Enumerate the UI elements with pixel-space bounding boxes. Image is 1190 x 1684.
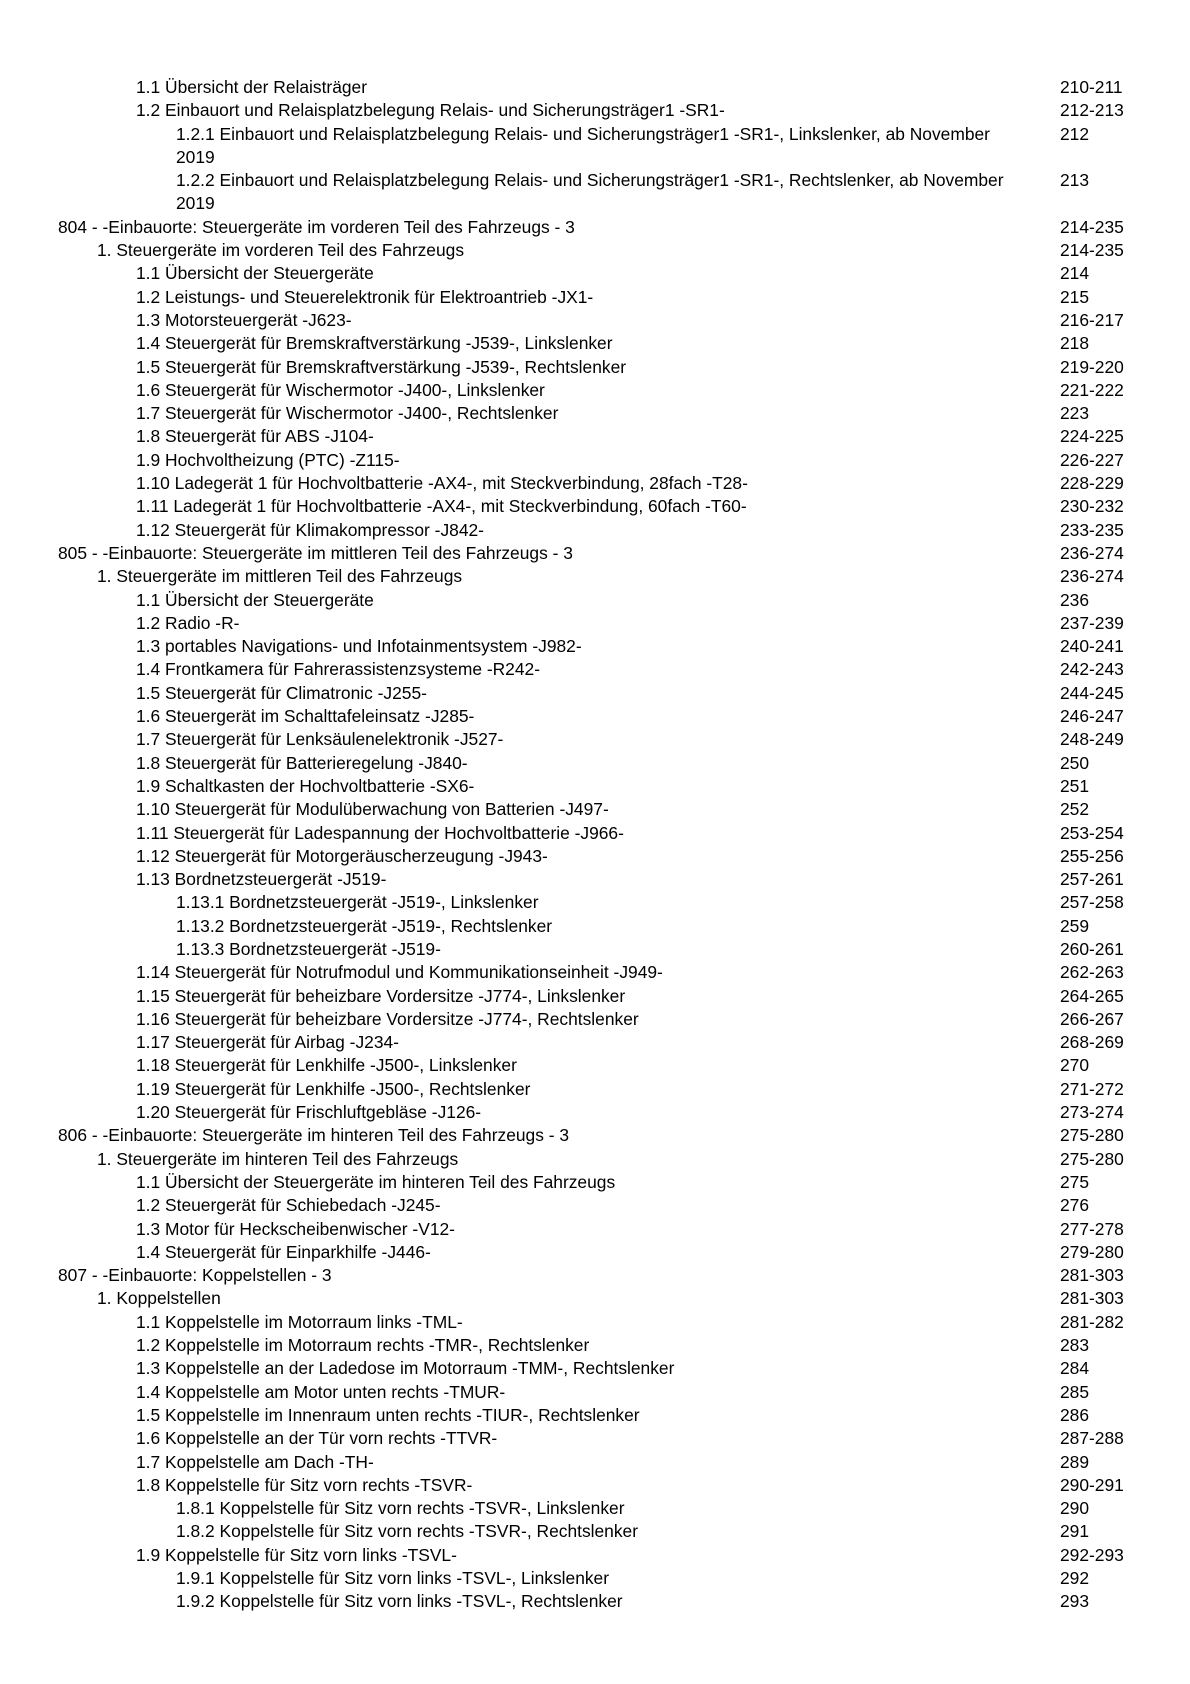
toc-entry-title: 1.5 Koppelstelle im Innenraum unten rechts -TIUR-, Rechtslenker bbox=[136, 1404, 640, 1425]
toc-entry-pages: 286 bbox=[1060, 1404, 1090, 1425]
toc-entry[interactable] bbox=[0, 472, 1190, 495]
toc-entry-pages: 287-288 bbox=[1060, 1428, 1124, 1449]
toc-entry-pages: 292-293 bbox=[1060, 1544, 1124, 1565]
toc-entry-pages: 246-247 bbox=[1060, 706, 1124, 727]
toc-entry[interactable] bbox=[0, 1264, 1190, 1287]
toc-entry-title: 807 - -Einbauorte: Koppelstellen - 3 bbox=[58, 1265, 332, 1286]
toc-entry-title: 1.10 Ladegerät 1 für Hochvoltbatterie -AX4-, mit Steckverbindung, 28fach -T28- bbox=[136, 473, 748, 494]
toc-entry-pages: 224-225 bbox=[1060, 426, 1124, 447]
toc-entry-pages: 290-291 bbox=[1060, 1474, 1124, 1495]
toc-entry[interactable] bbox=[0, 822, 1190, 845]
toc-entry[interactable] bbox=[0, 1124, 1190, 1147]
toc-entry-pages: 223 bbox=[1060, 403, 1090, 424]
toc-entry-pages: 284 bbox=[1060, 1358, 1090, 1379]
toc-entry-pages: 271-272 bbox=[1060, 1078, 1124, 1099]
toc-entry-pages: 251 bbox=[1060, 775, 1090, 796]
toc-entry[interactable] bbox=[0, 1567, 1190, 1590]
toc-entry[interactable] bbox=[0, 1590, 1190, 1613]
toc-entry[interactable] bbox=[0, 891, 1190, 914]
toc-entry-title: 1.2 Radio -R- bbox=[136, 612, 240, 633]
toc-entry-pages: 279-280 bbox=[1060, 1241, 1124, 1262]
toc-entry-title: 1.8 Steuergerät für Batterieregelung -J840- bbox=[136, 752, 468, 773]
toc-entry-pages: 293 bbox=[1060, 1591, 1090, 1612]
toc-entry-title: 1.2 Leistungs- und Steuerelektronik für Elektroantrieb -JX1- bbox=[136, 286, 594, 307]
toc-entry-title: 1.9 Schaltkasten der Hochvoltbatterie -SX6- bbox=[136, 775, 475, 796]
toc-entry-title: 1.13 Bordnetzsteuergerät -J519- bbox=[136, 869, 387, 890]
toc-entry-pages: 257-258 bbox=[1060, 892, 1124, 913]
toc-entry-pages: 289 bbox=[1060, 1451, 1090, 1472]
toc-entry-pages: 214 bbox=[1060, 263, 1090, 284]
toc-entry-pages: 212 bbox=[1060, 123, 1090, 144]
toc-entry-pages: 281-282 bbox=[1060, 1311, 1124, 1332]
toc-entry-pages: 275 bbox=[1060, 1171, 1090, 1192]
toc-entry[interactable] bbox=[0, 985, 1190, 1008]
toc-entry[interactable] bbox=[0, 1287, 1190, 1310]
toc-entry[interactable] bbox=[0, 356, 1190, 379]
toc-entry-pages: 275-280 bbox=[1060, 1125, 1124, 1146]
toc-entry[interactable] bbox=[0, 752, 1190, 775]
toc-entry[interactable] bbox=[0, 99, 1190, 122]
toc-entry[interactable] bbox=[0, 565, 1190, 588]
toc-entry[interactable] bbox=[0, 1148, 1190, 1171]
toc-entry-title: 1.3 Motor für Heckscheibenwischer -V12- bbox=[136, 1218, 455, 1239]
toc-entry-title: 1. Steuergeräte im hinteren Teil des Fahrzeugs bbox=[97, 1148, 459, 1169]
toc-entry-pages: 228-229 bbox=[1060, 473, 1124, 494]
toc-entry-title: 1.1 Koppelstelle im Motorraum links -TML- bbox=[136, 1311, 463, 1332]
toc-entry[interactable] bbox=[0, 449, 1190, 472]
toc-entry-pages: 226-227 bbox=[1060, 449, 1124, 470]
toc-entry-pages: 214-235 bbox=[1060, 216, 1124, 237]
toc-entry-pages: 268-269 bbox=[1060, 1032, 1124, 1053]
toc-entry-pages: 270 bbox=[1060, 1055, 1090, 1076]
toc-entry-title: 1.8 Steuergerät für ABS -J104- bbox=[136, 426, 374, 447]
toc-entry-pages: 236-274 bbox=[1060, 566, 1124, 587]
toc-entry-pages: 250 bbox=[1060, 752, 1090, 773]
toc-entry-title: 1.4 Koppelstelle am Motor unten rechts -TMUR- bbox=[136, 1381, 506, 1402]
toc-entry-title: 1.4 Steuergerät für Einparkhilfe -J446- bbox=[136, 1241, 431, 1262]
toc-entry[interactable] bbox=[0, 658, 1190, 681]
toc-entry-pages: 255-256 bbox=[1060, 845, 1124, 866]
toc-entry-title: 1.2.1 Einbauort und Relaisplatzbelegung Relais- und Sicherungsträger1 -SR1-, Linkslenker, ab November 2019 bbox=[176, 123, 990, 167]
toc-entry-title: 1.6 Steuergerät für Wischermotor -J400-, Linkslenker bbox=[136, 379, 545, 400]
toc-entry-title: 1.7 Steuergerät für Lenksäulenelektronik -J527- bbox=[136, 729, 504, 750]
toc-entry[interactable] bbox=[0, 635, 1190, 658]
toc-entry[interactable] bbox=[0, 845, 1190, 868]
toc-entry-pages: 237-239 bbox=[1060, 612, 1124, 633]
toc-entry-pages: 216-217 bbox=[1060, 309, 1124, 330]
toc-entry[interactable] bbox=[0, 542, 1190, 565]
toc-entry-pages: 277-278 bbox=[1060, 1218, 1124, 1239]
toc-entry-title: 1.16 Steuergerät für beheizbare Vordersitze -J774-, Rechtslenker bbox=[136, 1008, 639, 1029]
toc-entry-pages: 219-220 bbox=[1060, 356, 1124, 377]
toc-entry[interactable] bbox=[0, 1427, 1190, 1450]
toc-entry-title: 1.9 Hochvoltheizung (PTC) -Z115- bbox=[136, 449, 400, 470]
toc-entry[interactable] bbox=[0, 1451, 1190, 1474]
toc-entry-title: 1.2 Steuergerät für Schiebedach -J245- bbox=[136, 1195, 441, 1216]
toc-entry-pages: 233-235 bbox=[1060, 519, 1124, 540]
toc-entry-title: 1.3 Koppelstelle an der Ladedose im Motorraum -TMM-, Rechtslenker bbox=[136, 1358, 675, 1379]
toc-entry[interactable] bbox=[0, 938, 1190, 961]
toc-entry[interactable] bbox=[0, 682, 1190, 705]
toc-entry[interactable] bbox=[0, 1008, 1190, 1031]
toc-entry[interactable] bbox=[0, 1194, 1190, 1217]
toc-entry-pages: 242-243 bbox=[1060, 659, 1124, 680]
toc-entry-title: 1.7 Koppelstelle am Dach -TH- bbox=[136, 1451, 374, 1472]
toc-entry[interactable] bbox=[0, 705, 1190, 728]
toc-entry-pages: 221-222 bbox=[1060, 379, 1124, 400]
toc-entry[interactable] bbox=[0, 309, 1190, 332]
toc-entry-pages: 262-263 bbox=[1060, 962, 1124, 983]
toc-entry-pages: 240-241 bbox=[1060, 636, 1124, 657]
toc-entry-pages: 252 bbox=[1060, 799, 1090, 820]
toc-entry-title: 1.3 Motorsteuergerät -J623- bbox=[136, 309, 352, 330]
toc-entry-title: 1.1 Übersicht der Steuergeräte bbox=[136, 589, 374, 610]
toc-entry-title: 1.2.2 Einbauort und Relaisplatzbelegung Relais- und Sicherungsträger1 -SR1-, Rechtslenker, ab November 2019 bbox=[176, 170, 1004, 214]
toc-entry[interactable] bbox=[0, 519, 1190, 542]
toc-entry[interactable] bbox=[0, 1054, 1190, 1077]
toc-entry-pages: 212-213 bbox=[1060, 100, 1124, 121]
toc-entry[interactable] bbox=[0, 961, 1190, 984]
toc-entry[interactable] bbox=[0, 915, 1190, 938]
toc-entry-title: 1.9 Koppelstelle für Sitz vorn links -TSVL- bbox=[136, 1544, 457, 1565]
toc-entry-pages: 273-274 bbox=[1060, 1102, 1124, 1123]
toc-entry-pages: 215 bbox=[1060, 286, 1090, 307]
toc-entry-title: 1. Koppelstellen bbox=[97, 1288, 221, 1309]
toc-entry-title: 1.11 Ladegerät 1 für Hochvoltbatterie -AX4-, mit Steckverbindung, 60fach -T60- bbox=[136, 496, 747, 517]
toc-entry-pages: 275-280 bbox=[1060, 1148, 1124, 1169]
toc-entry-pages: 236 bbox=[1060, 589, 1090, 610]
toc-entry[interactable] bbox=[0, 1031, 1190, 1054]
toc-entry-pages: 218 bbox=[1060, 333, 1090, 354]
toc-entry[interactable] bbox=[0, 1334, 1190, 1357]
toc-entry-pages: 285 bbox=[1060, 1381, 1090, 1402]
toc-entry-title: 1.5 Steuergerät für Bremskraftverstärkung -J539-, Rechtslenker bbox=[136, 356, 627, 377]
toc-entry-title: 1.6 Steuergerät im Schalttafeleinsatz -J285- bbox=[136, 706, 475, 727]
toc-entry[interactable] bbox=[0, 1474, 1190, 1497]
toc-entry[interactable] bbox=[0, 1357, 1190, 1380]
toc-entry[interactable] bbox=[0, 379, 1190, 402]
toc-entry-title: 1.12 Steuergerät für Motorgeräuscherzeugung -J943- bbox=[136, 845, 548, 866]
toc-entry[interactable] bbox=[0, 775, 1190, 798]
toc-entry-pages: 236-274 bbox=[1060, 542, 1124, 563]
toc-entry-pages: 257-261 bbox=[1060, 869, 1124, 890]
toc-entry[interactable] bbox=[0, 1381, 1190, 1404]
toc-entry-title: 1.19 Steuergerät für Lenkhilfe -J500-, Rechtslenker bbox=[136, 1078, 531, 1099]
toc-entry[interactable] bbox=[0, 1171, 1190, 1194]
toc-entry[interactable] bbox=[0, 1241, 1190, 1264]
toc-entry[interactable] bbox=[0, 1101, 1190, 1124]
table-of-contents bbox=[0, 76, 1190, 1614]
toc-entry-title: 1.17 Steuergerät für Airbag -J234- bbox=[136, 1032, 399, 1053]
toc-entry[interactable] bbox=[0, 495, 1190, 518]
toc-entry-pages: 248-249 bbox=[1060, 729, 1124, 750]
toc-entry-title: 1.15 Steuergerät für beheizbare Vordersitze -J774-, Linkslenker bbox=[136, 985, 626, 1006]
toc-entry-title: 1.12 Steuergerät für Klimakompressor -J842- bbox=[136, 519, 484, 540]
toc-entry-title: 1.5 Steuergerät für Climatronic -J255- bbox=[136, 682, 427, 703]
toc-entry[interactable] bbox=[0, 76, 1190, 99]
toc-entry-pages: 276 bbox=[1060, 1195, 1090, 1216]
toc-entry[interactable] bbox=[0, 286, 1190, 309]
toc-entry-title: 1.13.3 Bordnetzsteuergerät -J519- bbox=[176, 938, 441, 959]
toc-entry[interactable] bbox=[0, 402, 1190, 425]
toc-entry-title: 1. Steuergeräte im mittleren Teil des Fahrzeugs bbox=[97, 566, 463, 587]
toc-entry-title: 1.2 Einbauort und Relaisplatzbelegung Relais- und Sicherungsträger1 -SR1- bbox=[136, 100, 725, 121]
toc-entry-title: 1. Steuergeräte im vorderen Teil des Fahrzeugs bbox=[97, 240, 465, 261]
toc-entry[interactable] bbox=[0, 425, 1190, 448]
toc-entry-pages: 292 bbox=[1060, 1568, 1090, 1588]
toc-entry-pages: 283 bbox=[1060, 1335, 1090, 1356]
toc-entry-title: 1.1 Übersicht der Relaisträger bbox=[136, 77, 368, 97]
toc-entry[interactable] bbox=[0, 1078, 1190, 1101]
toc-entry[interactable] bbox=[0, 1218, 1190, 1241]
toc-entry[interactable] bbox=[0, 169, 1190, 216]
toc-entry-pages: 281-303 bbox=[1060, 1265, 1124, 1286]
toc-entry-title: 1.11 Steuergerät für Ladespannung der Hochvoltbatterie -J966- bbox=[136, 822, 624, 843]
toc-entry-title: 1.8.1 Koppelstelle für Sitz vorn rechts -TSVR-, Linkslenker bbox=[176, 1498, 625, 1519]
toc-entry[interactable] bbox=[0, 798, 1190, 821]
toc-entry[interactable] bbox=[0, 1311, 1190, 1334]
toc-entry-title: 1.13.1 Bordnetzsteuergerät -J519-, Linkslenker bbox=[176, 892, 539, 913]
toc-entry[interactable] bbox=[0, 332, 1190, 355]
toc-entry[interactable] bbox=[0, 262, 1190, 285]
toc-entry-title: 1.8.2 Koppelstelle für Sitz vorn rechts -TSVR-, Rechtslenker bbox=[176, 1521, 639, 1542]
toc-entry-title: 805 - -Einbauorte: Steuergeräte im mittleren Teil des Fahrzeugs - 3 bbox=[58, 542, 573, 563]
toc-entry-title: 806 - -Einbauorte: Steuergeräte im hinteren Teil des Fahrzeugs - 3 bbox=[58, 1125, 570, 1146]
toc-entry-pages: 253-254 bbox=[1060, 822, 1124, 843]
toc-entry-title: 1.18 Steuergerät für Lenkhilfe -J500-, Linkslenker bbox=[136, 1055, 517, 1076]
toc-entry[interactable] bbox=[0, 1497, 1190, 1520]
toc-entry-title: 1.1 Übersicht der Steuergeräte bbox=[136, 263, 374, 284]
toc-entry[interactable] bbox=[0, 1544, 1190, 1567]
toc-entry-pages: 264-265 bbox=[1060, 985, 1124, 1006]
toc-entry-title: 1.2 Koppelstelle im Motorraum rechts -TMR-, Rechtslenker bbox=[136, 1335, 590, 1356]
toc-entry-pages: 260-261 bbox=[1060, 938, 1124, 959]
toc-entry[interactable] bbox=[0, 589, 1190, 612]
toc-entry-title: 1.20 Steuergerät für Frischluftgebläse -J126- bbox=[136, 1102, 482, 1123]
toc-entry-pages: 244-245 bbox=[1060, 682, 1124, 703]
toc-entry-title: 1.3 portables Navigations- und Infotainmentsystem -J982- bbox=[136, 636, 582, 657]
toc-entry[interactable] bbox=[0, 239, 1190, 262]
toc-entry-title: 1.7 Steuergerät für Wischermotor -J400-, Rechtslenker bbox=[136, 403, 559, 424]
toc-entry[interactable] bbox=[0, 1520, 1190, 1543]
toc-entry-title: 804 - -Einbauorte: Steuergeräte im vorderen Teil des Fahrzeugs - 3 bbox=[58, 216, 575, 237]
toc-entry[interactable] bbox=[0, 612, 1190, 635]
toc-entry-title: 1.1 Übersicht der Steuergeräte im hinteren Teil des Fahrzeugs bbox=[136, 1171, 616, 1192]
toc-entry-title: 1.9.1 Koppelstelle für Sitz vorn links -TSVL-, Linkslenker bbox=[176, 1568, 610, 1588]
toc-entry[interactable] bbox=[0, 123, 1190, 170]
toc-entry[interactable] bbox=[0, 728, 1190, 751]
toc-entry-title: 1.10 Steuergerät für Modulüberwachung von Batterien -J497- bbox=[136, 799, 609, 820]
toc-entry-pages: 266-267 bbox=[1060, 1008, 1124, 1029]
toc-entry-pages: 291 bbox=[1060, 1521, 1090, 1542]
toc-entry-title: 1.13.2 Bordnetzsteuergerät -J519-, Rechtslenker bbox=[176, 915, 553, 936]
toc-entry-pages: 259 bbox=[1060, 915, 1090, 936]
toc-entry[interactable] bbox=[0, 1404, 1190, 1427]
toc-entry[interactable] bbox=[0, 868, 1190, 891]
toc-entry-pages: 230-232 bbox=[1060, 496, 1124, 517]
toc-entry-pages: 281-303 bbox=[1060, 1288, 1124, 1309]
toc-entry-title: 1.4 Steuergerät für Bremskraftverstärkung -J539-, Linkslenker bbox=[136, 333, 613, 354]
toc-entry-title: 1.4 Frontkamera für Fahrerassistenzsysteme -R242- bbox=[136, 659, 540, 680]
toc-entry[interactable] bbox=[0, 216, 1190, 239]
toc-entry-title: 1.6 Koppelstelle an der Tür vorn rechts -TTVR- bbox=[136, 1428, 498, 1449]
toc-entry-title: 1.9.2 Koppelstelle für Sitz vorn links -TSVL-, Rechtslenker bbox=[176, 1591, 623, 1612]
toc-entry-title: 1.14 Steuergerät für Notrufmodul und Kommunikationseinheit -J949- bbox=[136, 962, 663, 983]
toc-entry-title: 1.8 Koppelstelle für Sitz vorn rechts -TSVR- bbox=[136, 1474, 473, 1495]
toc-entry-pages: 214-235 bbox=[1060, 240, 1124, 261]
toc-entry-pages: 213 bbox=[1060, 170, 1090, 191]
toc-entry-pages: 210-211 bbox=[1060, 77, 1123, 97]
toc-entry-pages: 290 bbox=[1060, 1498, 1090, 1519]
